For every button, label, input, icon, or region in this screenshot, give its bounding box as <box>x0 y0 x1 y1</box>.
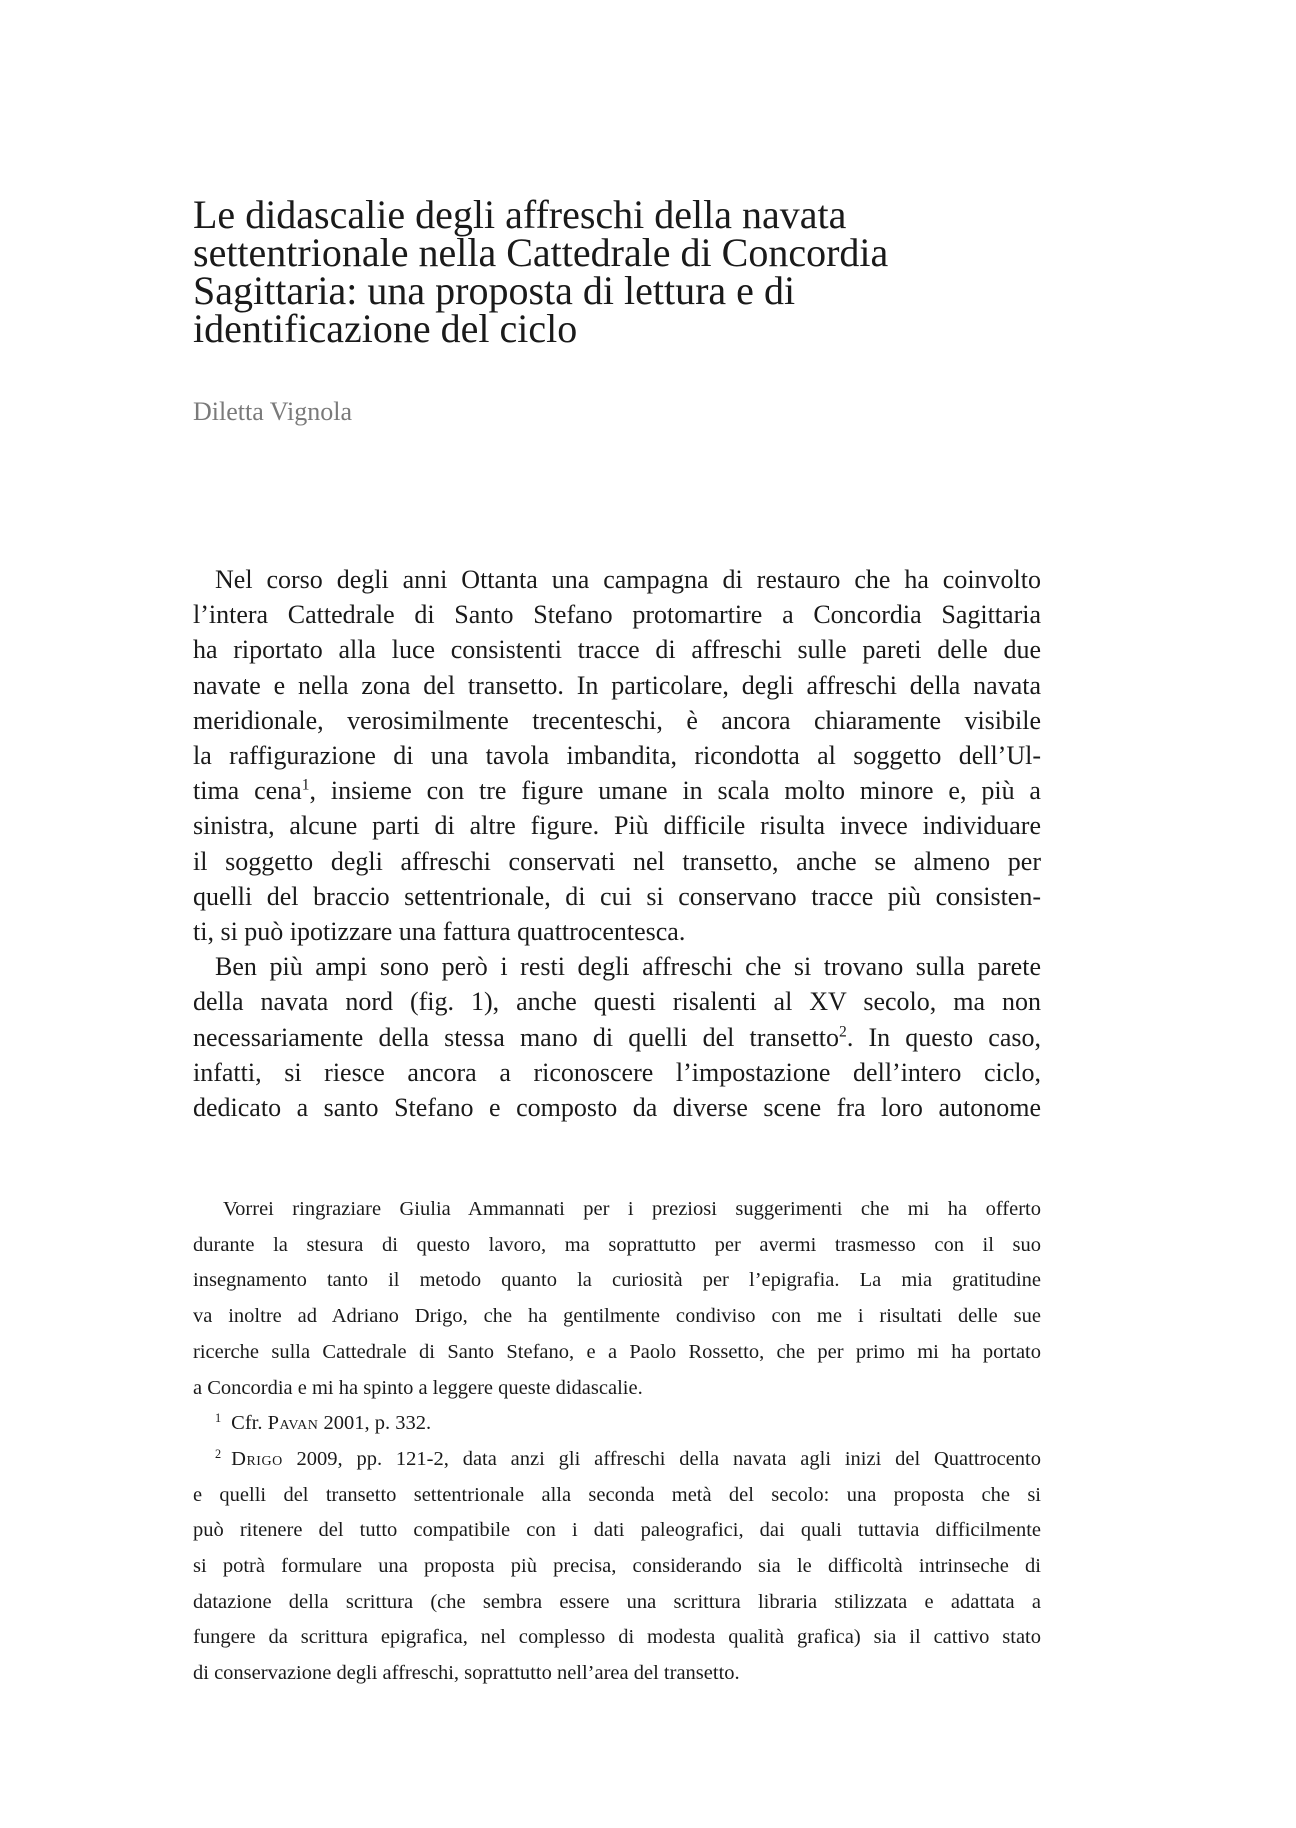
body-text: necessariamente della stessa mano di quelli del transetto <box>193 1022 840 1052</box>
body-line: della navata nord (fig. 1), anche questi risalenti al XV secolo, ma non <box>193 987 1041 1017</box>
footnote-2 <box>193 1442 1041 1478</box>
body-text: . In questo caso, <box>846 1022 1041 1052</box>
footnote-1-mark: 1 <box>215 1411 222 1426</box>
body-line: infatti, si riesce ancora a riconoscere l’impostazione dell’intero ciclo, <box>193 1057 1041 1087</box>
body-line: Nel corso degli anni Ottanta una campagna di restauro che ha coinvolto <box>215 565 1041 594</box>
acknowledgement-line: Vorrei ringraziare Giulia Ammannati per i preziosi suggerimenti che mi ha offerto <box>223 1198 1041 1220</box>
cited-author: Pavan <box>267 1412 319 1435</box>
cited-author: Drigo <box>231 1447 283 1470</box>
article-title <box>193 192 1073 351</box>
title-line: Le didascalie degli affreschi della navata <box>193 192 847 237</box>
body-line: navate e nella zona del transetto. In particolare, degli affreschi della navata <box>193 670 1041 700</box>
body-line: Ben più ampi sono però i resti degli affreschi che si trovano sulla parete <box>215 952 1041 982</box>
footnote-2-line: può ritenere del tutto compatibile con i dati paleografici, dai quali tuttavia difficilmente <box>193 1519 1041 1542</box>
body-line: dedicato a santo Stefano e composto da diverse scene fra loro autonome <box>193 1093 1041 1123</box>
footnote-2-line: e quelli del transetto settentrionale alla seconda metà del secolo: una proposta che si <box>193 1483 1041 1506</box>
acknowledgement-line: va inoltre ad Adriano Drigo, che ha gentilmente condiviso con me i risultati delle sue <box>193 1305 1041 1328</box>
footnote-ref-2[interactable]: 2 <box>839 1023 847 1041</box>
body-line: la raffigurazione di una tavola imbandita, ricondotta al soggetto dell’Ul- <box>193 741 1041 771</box>
body-text: , insieme con tre figure umane in scala molto minore e, più a <box>309 776 1041 806</box>
footnote-text: 2001, p. 332. <box>318 1412 432 1435</box>
footnote-2-line: fungere da scrittura epigrafica, nel complesso di modesta qualità grafica) sia il cattivo stato <box>193 1626 1041 1649</box>
author-name: Diletta Vignola <box>193 397 352 426</box>
body-line <box>193 1020 1041 1055</box>
acknowledgement-line: insegnamento tanto il metodo quanto la curiosità per l’epigrafia. La mia gratitudine <box>193 1269 1041 1292</box>
body-line: quelli del braccio settentrionale, di cui si conservano tracce più consisten- <box>193 881 1041 911</box>
footnote-2-mark: 2 <box>215 1447 222 1462</box>
acknowledgement-line: ricerche sulla Cattedrale di Santo Stefano, e a Paolo Rossetto, che per primo mi ha portato <box>193 1340 1041 1363</box>
body-line: sinistra, alcune parti di altre figure. Più difficile risulta invece individuare <box>193 811 1041 841</box>
footnote-2-line: di conservazione degli affreschi, soprattutto nell’area del transetto. <box>193 1662 740 1685</box>
acknowledgement-line: durante la stesura di questo lavoro, ma soprattutto per avermi trasmesso con il suo <box>193 1233 1041 1256</box>
body-line <box>193 773 1041 808</box>
footnotes <box>193 1192 1041 1692</box>
title-line: settentrionale nella Cattedrale di Concordia <box>193 230 889 275</box>
footnote-2-line: si potrà formulare una proposta più precisa, considerando sia le difficoltà intrinseche di <box>193 1555 1041 1578</box>
footnote-2-line: datazione della scrittura (che sembra essere una scrittura libraria stilizzata e adattata a <box>193 1590 1041 1613</box>
footnote-text: 2009, pp. 121-2, data anzi gli affreschi della navata agli inizi del Quattrocento <box>282 1447 1041 1470</box>
body-line: meridionale, verosimilmente trecenteschi, è ancora chiaramente visibile <box>193 705 1041 735</box>
title-line: identificazione del ciclo <box>193 306 578 351</box>
footnote-text: Cfr. <box>231 1412 268 1435</box>
body-text: tima cena <box>193 776 302 806</box>
acknowledgement-line: a Concordia e mi ha spinto a leggere queste didascalie. <box>193 1376 643 1399</box>
body-line: il soggetto degli affreschi conservati nel transetto, anche se almeno per <box>193 846 1041 876</box>
footnote-ref-1[interactable]: 1 <box>301 776 310 794</box>
article-body <box>193 562 1041 1125</box>
body-line: ha riportato alla luce consistenti tracce di affreschi sulle pareti delle due <box>193 635 1041 665</box>
title-line: Sagittaria: una proposta di lettura e di <box>193 268 796 313</box>
body-line: l’intera Cattedrale di Santo Stefano protomartire a Concordia Sagittaria <box>193 600 1041 630</box>
footnote-1 <box>193 1406 1041 1442</box>
body-line: ti, si può ipotizzare una fattura quattrocentesca. <box>193 917 686 947</box>
